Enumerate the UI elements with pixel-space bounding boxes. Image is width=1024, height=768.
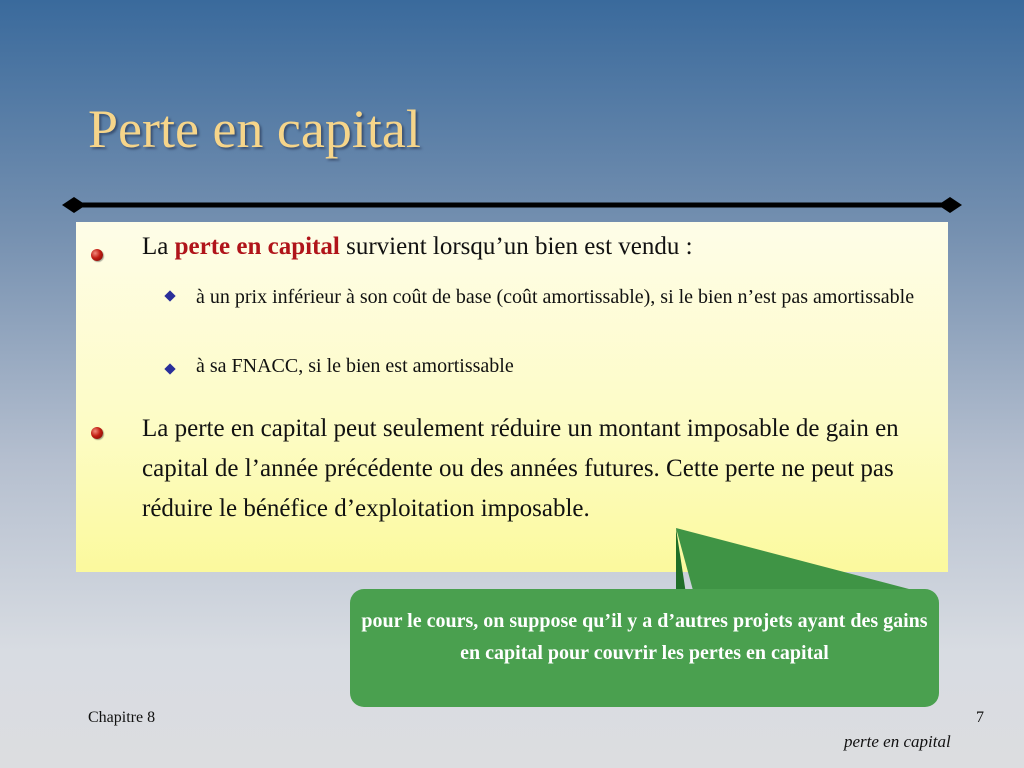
- page-number: 7: [976, 709, 984, 726]
- bullet-point-2: La perte en capital peut seulement réduire un montant imposable de gain en capital de l’année précédente ou des années futures. Cette perte ne peut pas réduire le bénéfice d’exploitation imposable.: [142, 415, 899, 522]
- sub-point-2: à sa FNACC, si le bien est amortissable: [196, 355, 514, 377]
- bullet-point-1-suffix: survient lorsqu’un bien est vendu :: [339, 233, 693, 260]
- slide-title: Perte en capital: [88, 99, 421, 159]
- title-divider: [62, 193, 962, 217]
- callout-pointer: [676, 528, 936, 598]
- bullet-point-1-highlight: perte en capital: [174, 233, 340, 260]
- bullet-icon: [91, 427, 103, 439]
- callout-box: pour le cours, on suppose qu’il y a d’autres projets ayant des gains en capital pour couvrir les pertes en capital: [350, 589, 939, 707]
- bullet-icon: [91, 249, 103, 261]
- bullet-point-1-prefix: La: [142, 233, 175, 260]
- footer-chapter: Chapitre 8: [88, 709, 156, 726]
- bullet-point-1: [142, 233, 932, 261]
- sub-point-1: à un prix inférieur à son coût de base (coût amortissable), si le bien n’est pas amortissable: [196, 286, 915, 308]
- footer-topic: perte en capital: [844, 732, 951, 751]
